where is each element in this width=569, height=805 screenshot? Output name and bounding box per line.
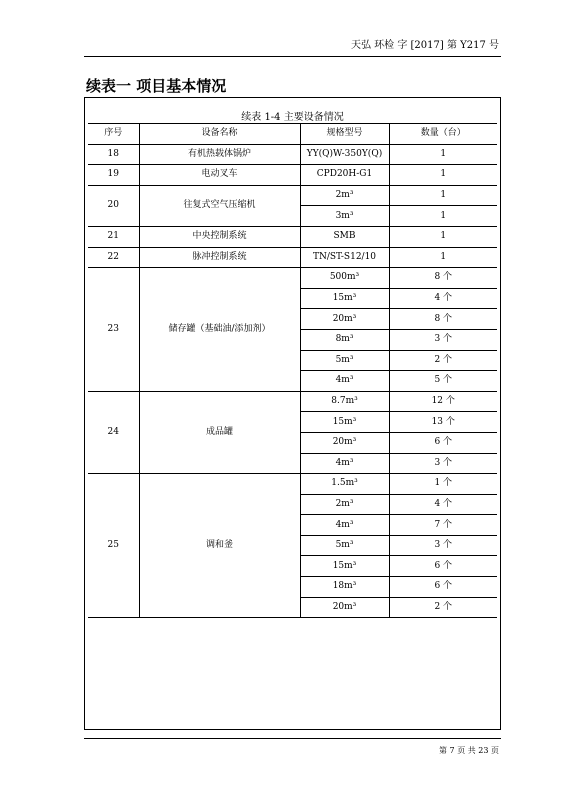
quantity-cell: 6 个: [389, 577, 497, 598]
spec-cell: SMB: [300, 226, 389, 247]
spec-cell: 2m³: [300, 185, 389, 206]
table-row: [88, 247, 497, 268]
table-row: [88, 165, 497, 186]
table-row: [88, 226, 497, 247]
quantity-cell: 3 个: [389, 329, 497, 350]
spec-cell: 18m³: [300, 577, 389, 598]
table-body: [88, 144, 497, 618]
spec-cell: YY(Q)W-350Y(Q): [300, 144, 389, 165]
table-row: [88, 144, 497, 165]
spec-cell: TN/ST-S12/10: [300, 247, 389, 268]
footer-divider: [84, 738, 501, 739]
spec-cell: 15m³: [300, 412, 389, 433]
quantity-cell: 3 个: [389, 535, 497, 556]
quantity-cell: 6 个: [389, 556, 497, 577]
spec-cell: 20m³: [300, 432, 389, 453]
equipment-name-cell: 中央控制系统: [139, 226, 300, 247]
equipment-name-cell: 有机热载体锅炉: [139, 144, 300, 165]
item-number-cell: 22: [88, 247, 139, 268]
table-caption: 续表 1-4 主要设备情况: [241, 112, 344, 123]
quantity-cell: 1: [389, 247, 497, 268]
spec-cell: 8m³: [300, 329, 389, 350]
spec-cell: 4m³: [300, 371, 389, 392]
quantity-cell: 1: [389, 165, 497, 186]
spec-cell: 8.7m³: [300, 391, 389, 412]
quantity-cell: 1: [389, 185, 497, 206]
spec-cell: 5m³: [300, 535, 389, 556]
item-number-cell: 24: [88, 391, 139, 473]
document-reference-number: 天弘 环检 字 [2017] 第 Y217 号: [350, 40, 499, 51]
quantity-cell: 2 个: [389, 350, 497, 371]
column-header-number: 序号: [88, 124, 139, 145]
section-title: 续表一 项目基本情况: [86, 77, 227, 95]
equipment-name-cell: 储存罐（基础油/添加剂）: [139, 268, 300, 392]
quantity-cell: 4 个: [389, 494, 497, 515]
quantity-cell: 4 个: [389, 288, 497, 309]
equipment-name-cell: 脉冲控制系统: [139, 247, 300, 268]
spec-cell: 4m³: [300, 515, 389, 536]
table-row: [88, 391, 497, 412]
equipment-name-cell: 成品罐: [139, 391, 300, 473]
header-divider: [84, 56, 501, 57]
quantity-cell: 1: [389, 206, 497, 227]
column-header-quantity: 数量（台）: [389, 124, 497, 145]
quantity-cell: 2 个: [389, 597, 497, 618]
equipment-name-cell: 往复式空气压缩机: [139, 185, 300, 226]
spec-cell: 15m³: [300, 288, 389, 309]
spec-cell: CPD20H-G1: [300, 165, 389, 186]
spec-cell: 15m³: [300, 556, 389, 577]
spec-cell: 3m³: [300, 206, 389, 227]
quantity-cell: 8 个: [389, 268, 497, 289]
quantity-cell: 7 个: [389, 515, 497, 536]
table-frame: [84, 97, 501, 730]
spec-cell: 20m³: [300, 309, 389, 330]
item-number-cell: 25: [88, 474, 139, 618]
quantity-cell: 3 个: [389, 453, 497, 474]
quantity-cell: 8 个: [389, 309, 497, 330]
table-row: [88, 474, 497, 495]
spec-cell: 2m³: [300, 494, 389, 515]
spec-cell: 4m³: [300, 453, 389, 474]
table-row: [88, 185, 497, 206]
item-number-cell: 19: [88, 165, 139, 186]
item-number-cell: 18: [88, 144, 139, 165]
equipment-name-cell: 电动叉车: [139, 165, 300, 186]
item-number-cell: 23: [88, 268, 139, 392]
quantity-cell: 12 个: [389, 391, 497, 412]
table-row: [88, 268, 497, 289]
spec-cell: 1.5m³: [300, 474, 389, 495]
item-number-cell: 21: [88, 226, 139, 247]
page-number: 第 7 页 共 23 页: [439, 746, 499, 755]
quantity-cell: 13 个: [389, 412, 497, 433]
quantity-cell: 1 个: [389, 474, 497, 495]
column-header-name: 设备名称: [139, 124, 300, 145]
equipment-table: [88, 123, 497, 618]
spec-cell: 500m³: [300, 268, 389, 289]
spec-cell: 5m³: [300, 350, 389, 371]
quantity-cell: 1: [389, 226, 497, 247]
equipment-name-cell: 调和釜: [139, 474, 300, 618]
item-number-cell: 20: [88, 185, 139, 226]
table-header-row: [88, 124, 497, 145]
quantity-cell: 6 个: [389, 432, 497, 453]
column-header-spec: 规格型号: [300, 124, 389, 145]
spec-cell: 20m³: [300, 597, 389, 618]
quantity-cell: 1: [389, 144, 497, 165]
quantity-cell: 5 个: [389, 371, 497, 392]
